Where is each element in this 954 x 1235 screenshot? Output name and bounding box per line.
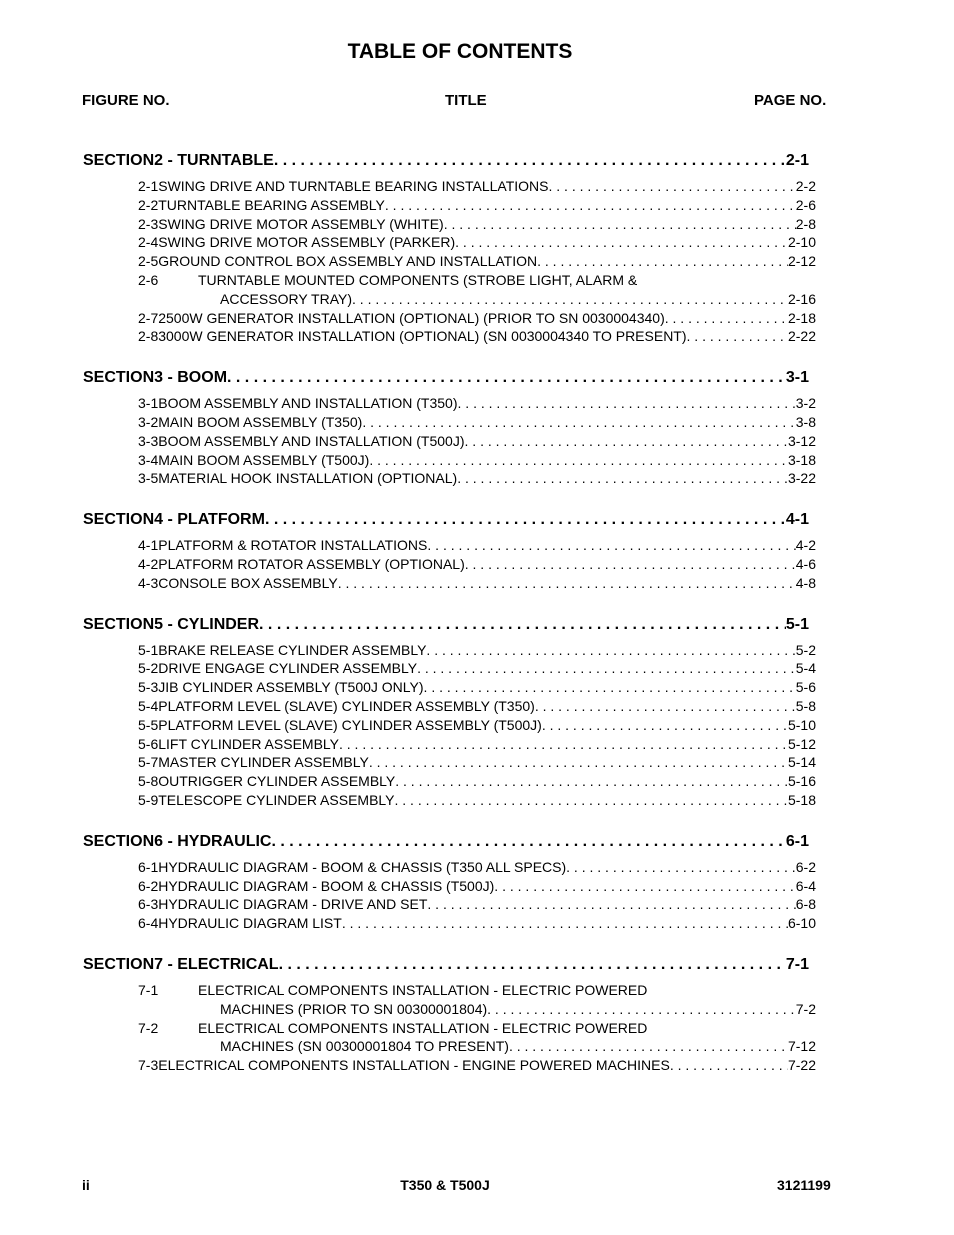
page-title: TABLE OF CONTENTS [347,40,573,63]
section-heading [83,152,809,172]
leader-dots [687,328,788,344]
toc-entry [138,470,816,490]
entry-page: 2-22 [787,328,816,345]
toc-entry [138,216,816,236]
leader-dots [369,452,788,468]
toc-entry [138,197,816,217]
section-page: 7-1 [785,956,809,973]
figure-number: 2-5 [138,253,159,270]
figure-number: 3-5 [138,470,159,487]
entry-page: 5-18 [787,792,816,808]
entry-page: 2-10 [787,234,816,251]
section-label: SECTION [83,511,155,529]
toc-entry [138,328,816,348]
entry-title: GROUND CONTROL BOX ASSEMBLY AND INSTALLATION [158,253,538,270]
figure-number: 6-3 [138,896,159,913]
section-page: 5-1 [785,615,809,633]
entry-page: 5-10 [787,716,816,733]
toc-entry [138,234,816,254]
figure-number: 6-4 [138,915,159,932]
leader-dots [362,414,795,430]
section-title: 7 - ELECTRICAL [154,956,279,973]
figure-number: 2-2 [138,196,159,213]
figure-number: 4-3 [138,574,159,591]
entry-title: SWING DRIVE MOTOR ASSEMBLY (WHITE) [158,215,444,232]
section-title: 6 - HYDRAULIC [154,832,272,850]
figure-number: 5-3 [138,679,159,696]
toc-entry [138,878,816,898]
toc-entry [138,896,816,916]
toc-entry [138,982,816,1002]
leader-dots [549,178,796,194]
toc-entry [138,433,816,453]
leader-dots [665,310,788,326]
toc-entry [138,253,816,273]
leader-dots [271,833,785,851]
entry-title: HYDRAULIC DIAGRAM - BOOM & CHASSIS (T350 ALL SPECS) [158,858,567,875]
toc-entry [138,452,816,472]
section-heading [83,511,809,531]
entry-title: ELECTRICAL COMPONENTS INSTALLATION - ENGINE POWERED MACHINES [158,1057,670,1074]
entry-title: 2500W GENERATOR INSTALLATION (OPTIONAL) (PRIOR TO SN 0030004340) [158,309,665,326]
leader-dots [274,152,786,170]
figure-number: 2-3 [138,215,159,232]
figure-number: 4-2 [138,556,159,572]
leader-dots [369,754,788,770]
entry-title: LIFT CYLINDER ASSEMBLY [158,735,339,752]
figure-number: 2-7 [138,309,159,326]
leader-dots [455,234,788,250]
entry-title: PLATFORM LEVEL (SLAVE) CYLINDER ASSEMBLY (T500J) [158,716,542,733]
toc-entry-continuation [220,291,816,311]
leader-dots [465,433,788,449]
section-heading [83,833,809,853]
entry-page: 6-2 [795,858,816,875]
entry-page: 5-6 [795,679,816,696]
leader-dots [670,1057,788,1073]
entry-title: ELECTRICAL COMPONENTS INSTALLATION - ELECTRIC POWERED [198,1019,648,1036]
figure-number: 6-1 [138,858,159,875]
leader-dots [542,717,788,733]
section-page: 2-1 [785,152,809,169]
entry-title: PLATFORM ROTATOR ASSEMBLY (OPTIONAL) [158,556,465,572]
entry-title: HYDRAULIC DIAGRAM LIST [158,915,342,932]
column-header-title: TITLE [445,92,487,109]
leader-dots [465,556,796,572]
entry-title: BRAKE RELEASE CYLINDER ASSEMBLY [158,641,427,658]
section-page: 3-1 [785,369,809,387]
entry-title: ACCESSORY TRAY) [220,290,353,307]
entry-page: 2-16 [787,290,816,307]
toc-entry [138,754,816,774]
footer-page-number: ii [82,1177,90,1193]
toc-entry [138,537,816,557]
entry-title: MACHINES (SN 00300001804 TO PRESENT) [220,1038,509,1055]
entry-title: JIB CYLINDER ASSEMBLY (T500J ONLY) [158,679,424,696]
toc-entry [138,773,816,793]
toc-entry [138,575,816,595]
toc-entry [138,1020,816,1040]
section-page: 6-1 [785,832,809,850]
entry-page: 4-2 [795,537,816,554]
leader-dots [427,537,795,553]
section-heading [83,369,809,389]
leader-dots [537,253,788,269]
toc-entry [138,717,816,737]
section-label: SECTION [83,956,155,973]
figure-number: 5-8 [138,773,159,790]
entry-page: 5-2 [795,641,816,658]
section-label: SECTION [83,369,155,387]
section-label: SECTION [83,832,155,850]
entry-page: 3-2 [795,395,816,412]
figure-number: 2-6 [138,272,159,288]
entry-title: BOOM ASSEMBLY AND INSTALLATION (T500J) [158,432,465,449]
section-title: 5 - CYLINDER [154,615,260,633]
toc-entry [138,915,816,935]
toc-entry [138,1057,816,1077]
footer-doc-number: 3121199 [777,1177,831,1193]
toc-entry [138,679,816,699]
entry-page: 5-14 [787,754,816,771]
section-heading [83,616,809,636]
figure-number: 5-9 [138,792,159,808]
figure-number: 5-6 [138,735,159,752]
figure-number: 3-3 [138,432,159,449]
section-heading [83,956,809,976]
leader-dots [395,792,788,808]
toc-entry [138,698,816,718]
toc-entry [138,792,816,812]
figure-number: 3-1 [138,395,159,412]
toc-entry [138,736,816,756]
entry-page: 3-18 [787,451,816,468]
leader-dots [487,1001,796,1017]
figure-number: 6-2 [138,877,159,894]
entry-page: 2-6 [795,196,816,213]
entry-page: 7-2 [795,1000,816,1017]
leader-dots [395,773,788,789]
entry-title: MACHINES (PRIOR TO SN 00300001804) [220,1000,488,1017]
toc-entry [138,272,816,292]
entry-page: 5-8 [795,698,816,714]
leader-dots [457,470,788,486]
leader-dots [338,575,796,591]
toc-entry [138,310,816,330]
entry-page: 6-10 [787,915,816,932]
entry-title: CONSOLE BOX ASSEMBLY [158,574,338,591]
entry-title: SWING DRIVE AND TURNTABLE BEARING INSTALLATIONS [158,178,549,194]
entry-title: TURNTABLE BEARING ASSEMBLY [158,196,385,213]
toc-entry [138,178,816,198]
entry-page: 2-12 [787,253,816,270]
figure-number: 7-2 [138,1019,159,1036]
entry-page: 3-12 [787,432,816,449]
entry-page: 5-16 [787,773,816,790]
entry-page: 3-22 [787,470,816,487]
toc-entry [138,414,816,434]
entry-page: 5-12 [787,735,816,752]
entry-page: 2-18 [787,309,816,326]
entry-title: DRIVE ENGAGE CYLINDER ASSEMBLY [158,660,418,677]
figure-number: 7-1 [138,982,159,998]
leader-dots [259,616,786,634]
leader-dots [265,511,786,529]
entry-title: MAIN BOOM ASSEMBLY (T500J) [158,451,370,468]
footer-model: T350 & T500J [400,1177,490,1193]
figure-number: 2-8 [138,328,159,345]
entry-page: 4-6 [795,556,816,572]
entry-page: 3-8 [795,414,816,430]
entry-title: MAIN BOOM ASSEMBLY (T350) [158,414,363,430]
leader-dots [342,915,788,931]
figure-number: 5-2 [138,660,159,677]
figure-number: 5-1 [138,641,159,658]
section-title: 3 - BOOM [154,369,228,387]
entry-page: 2-8 [795,215,816,232]
leader-dots [279,956,786,974]
entry-title: ELECTRICAL COMPONENTS INSTALLATION - ELECTRIC POWERED [198,982,648,998]
entry-title: PLATFORM LEVEL (SLAVE) CYLINDER ASSEMBLY (T350) [158,698,535,714]
leader-dots [385,197,796,213]
figure-number: 7-3 [138,1057,159,1074]
section-label: SECTION [83,615,155,633]
entry-title: HYDRAULIC DIAGRAM - BOOM & CHASSIS (T500J) [158,877,495,894]
entry-title: HYDRAULIC DIAGRAM - DRIVE AND SET [158,896,428,913]
leader-dots [417,660,796,676]
figure-number: 2-1 [138,178,159,194]
leader-dots [509,1038,788,1054]
toc-entry [138,859,816,879]
entry-title: 3000W GENERATOR INSTALLATION (OPTIONAL) (SN 0030004340 TO PRESENT) [158,328,687,345]
toc-entry-continuation [220,1001,816,1021]
entry-title: MATERIAL HOOK INSTALLATION (OPTIONAL) [158,470,458,487]
figure-number: 3-2 [138,414,159,430]
leader-dots [339,736,788,752]
leader-dots [535,698,796,714]
toc-entry [138,660,816,680]
toc-entry [138,642,816,662]
section-label: SECTION [83,152,155,169]
entry-title: TELESCOPE CYLINDER ASSEMBLY [158,792,395,808]
leader-dots [227,369,786,387]
section-title: 2 - TURNTABLE [154,152,274,169]
entry-page: 6-8 [795,896,816,913]
column-header-page-no: PAGE NO. [754,92,827,109]
entry-page: 2-2 [795,178,816,194]
entry-title: MASTER CYLINDER ASSEMBLY [158,754,369,771]
entry-page: 6-4 [795,877,816,894]
leader-dots [458,395,796,411]
entry-page: 7-22 [787,1057,816,1074]
figure-number: 2-4 [138,234,159,251]
entry-title: SWING DRIVE MOTOR ASSEMBLY (PARKER) [158,234,456,251]
entry-page: 4-8 [795,574,816,591]
toc-entry-continuation [220,1038,816,1058]
leader-dots [494,878,795,894]
toc-entry [138,395,816,415]
leader-dots [566,859,796,875]
leader-dots [352,291,788,307]
entry-title: BOOM ASSEMBLY AND INSTALLATION (T350) [158,395,458,412]
column-header-figure-no: FIGURE NO. [82,92,170,109]
figure-number: 5-7 [138,754,159,771]
leader-dots [444,216,796,232]
section-title: 4 - PLATFORM [154,511,265,529]
figure-number: 3-4 [138,451,159,468]
leader-dots [424,679,796,695]
entry-title: PLATFORM & ROTATOR INSTALLATIONS [158,537,428,554]
entry-title: TURNTABLE MOUNTED COMPONENTS (STROBE LIGHT, ALARM & [198,272,638,288]
leader-dots [427,896,795,912]
section-page: 4-1 [785,511,809,529]
entry-title: OUTRIGGER CYLINDER ASSEMBLY [158,773,396,790]
figure-number: 5-4 [138,698,159,714]
entry-page: 5-4 [795,660,816,677]
toc-entry [138,556,816,576]
entry-page: 7-12 [787,1038,816,1055]
figure-number: 5-5 [138,716,159,733]
figure-number: 4-1 [138,537,159,554]
leader-dots [426,642,795,658]
